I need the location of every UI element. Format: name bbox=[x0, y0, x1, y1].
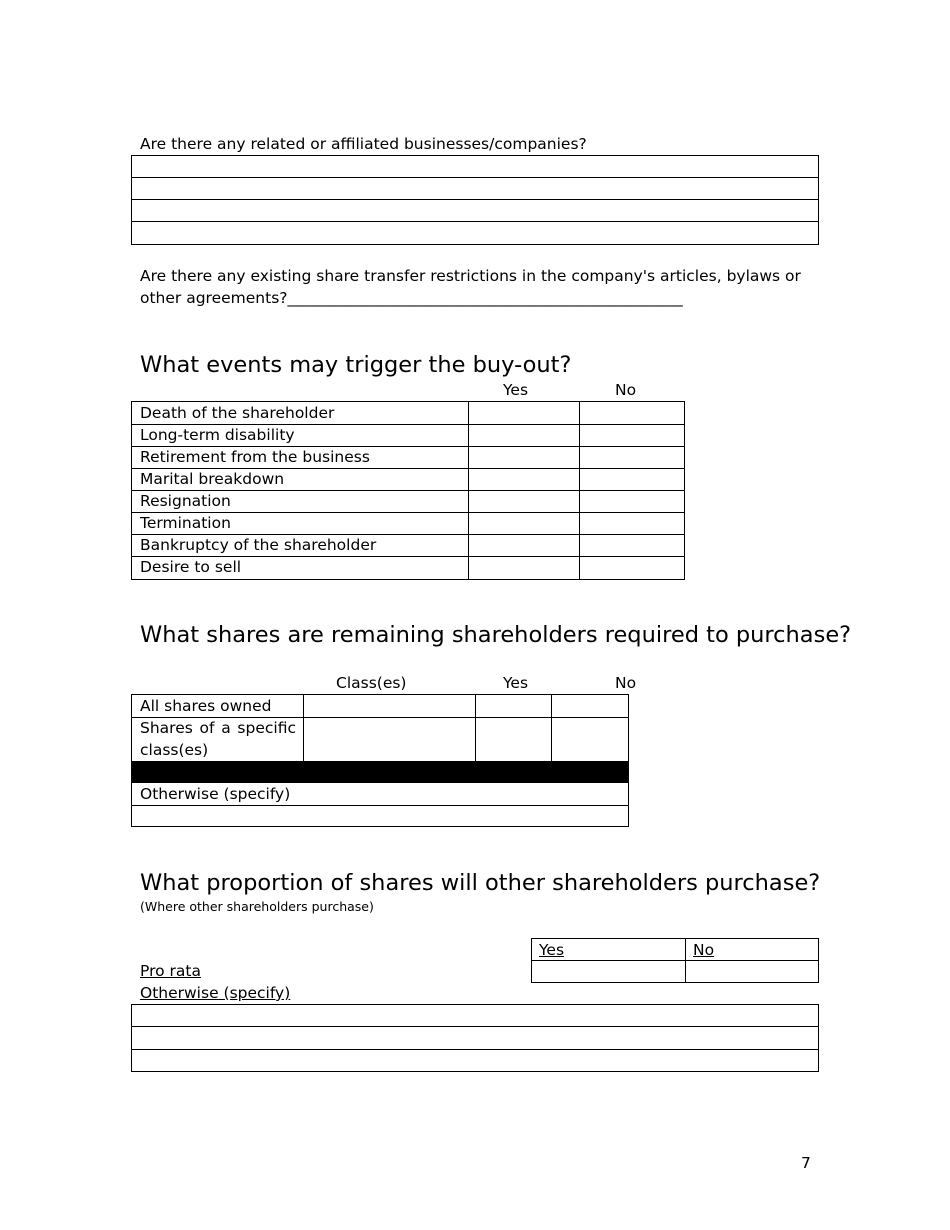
divider bbox=[475, 695, 476, 761]
pro-rata-label: Pro rata bbox=[140, 962, 201, 980]
divider bbox=[132, 221, 818, 222]
event-row-label: Retirement from the business bbox=[140, 448, 370, 466]
divider bbox=[132, 1049, 818, 1050]
shares-table bbox=[131, 694, 629, 827]
restrictions-question-line1: Are there any existing share transfer restrictions in the company's articles, bylaws or bbox=[140, 267, 801, 285]
shares-row-otherwise-label: Otherwise (specify) bbox=[140, 785, 291, 803]
proportion-subheading: (Where other shareholders purchase) bbox=[140, 899, 374, 914]
event-row-label: Desire to sell bbox=[140, 558, 242, 576]
proportion-col-yes: Yes bbox=[539, 941, 565, 959]
shares-row-specific-label-line1: Shares of a specific bbox=[140, 719, 296, 737]
divider bbox=[132, 177, 818, 178]
event-row-label: Marital breakdown bbox=[140, 470, 285, 488]
proportion-yes-no-table bbox=[531, 938, 819, 983]
divider bbox=[132, 805, 628, 806]
event-row-label: Bankruptcy of the shareholder bbox=[140, 536, 377, 554]
events-col-yes: Yes bbox=[503, 381, 529, 399]
divider bbox=[303, 695, 304, 761]
shares-col-no: No bbox=[615, 674, 637, 692]
proportion-otherwise-label: Otherwise (specify) bbox=[140, 984, 291, 1002]
proportion-heading: What proportion of shares will other shareholders purchase? bbox=[140, 870, 821, 896]
shaded-separator-bar bbox=[132, 761, 628, 783]
events-heading: What events may trigger the buy-out? bbox=[140, 352, 572, 378]
events-col-no: No bbox=[615, 381, 637, 399]
divider bbox=[132, 199, 818, 200]
page-number: 7 bbox=[801, 1154, 811, 1172]
restrictions-question-line2: other agreements?___________________________________________________ bbox=[140, 289, 683, 307]
divider bbox=[132, 1026, 818, 1027]
divider bbox=[532, 960, 818, 961]
event-row-label: Long-term disability bbox=[140, 426, 295, 444]
shares-col-classes: Class(es) bbox=[336, 674, 407, 692]
proportion-col-no: No bbox=[693, 941, 715, 959]
shares-heading: What shares are remaining shareholders required to purchase? bbox=[140, 622, 852, 648]
proportion-otherwise-answer-box[interactable] bbox=[131, 1004, 819, 1072]
related-businesses-question: Are there any related or affiliated businesses/companies? bbox=[140, 135, 587, 153]
events-table bbox=[131, 401, 685, 580]
event-row-label: Termination bbox=[140, 514, 231, 532]
related-businesses-answer-box[interactable] bbox=[131, 155, 819, 245]
divider bbox=[551, 695, 552, 761]
shares-row-all-label: All shares owned bbox=[140, 697, 272, 715]
shares-col-yes: Yes bbox=[503, 674, 529, 692]
event-row-label: Resignation bbox=[140, 492, 231, 510]
event-row-label: Death of the shareholder bbox=[140, 404, 335, 422]
shares-row-specific-label-line2: class(es) bbox=[140, 741, 209, 759]
